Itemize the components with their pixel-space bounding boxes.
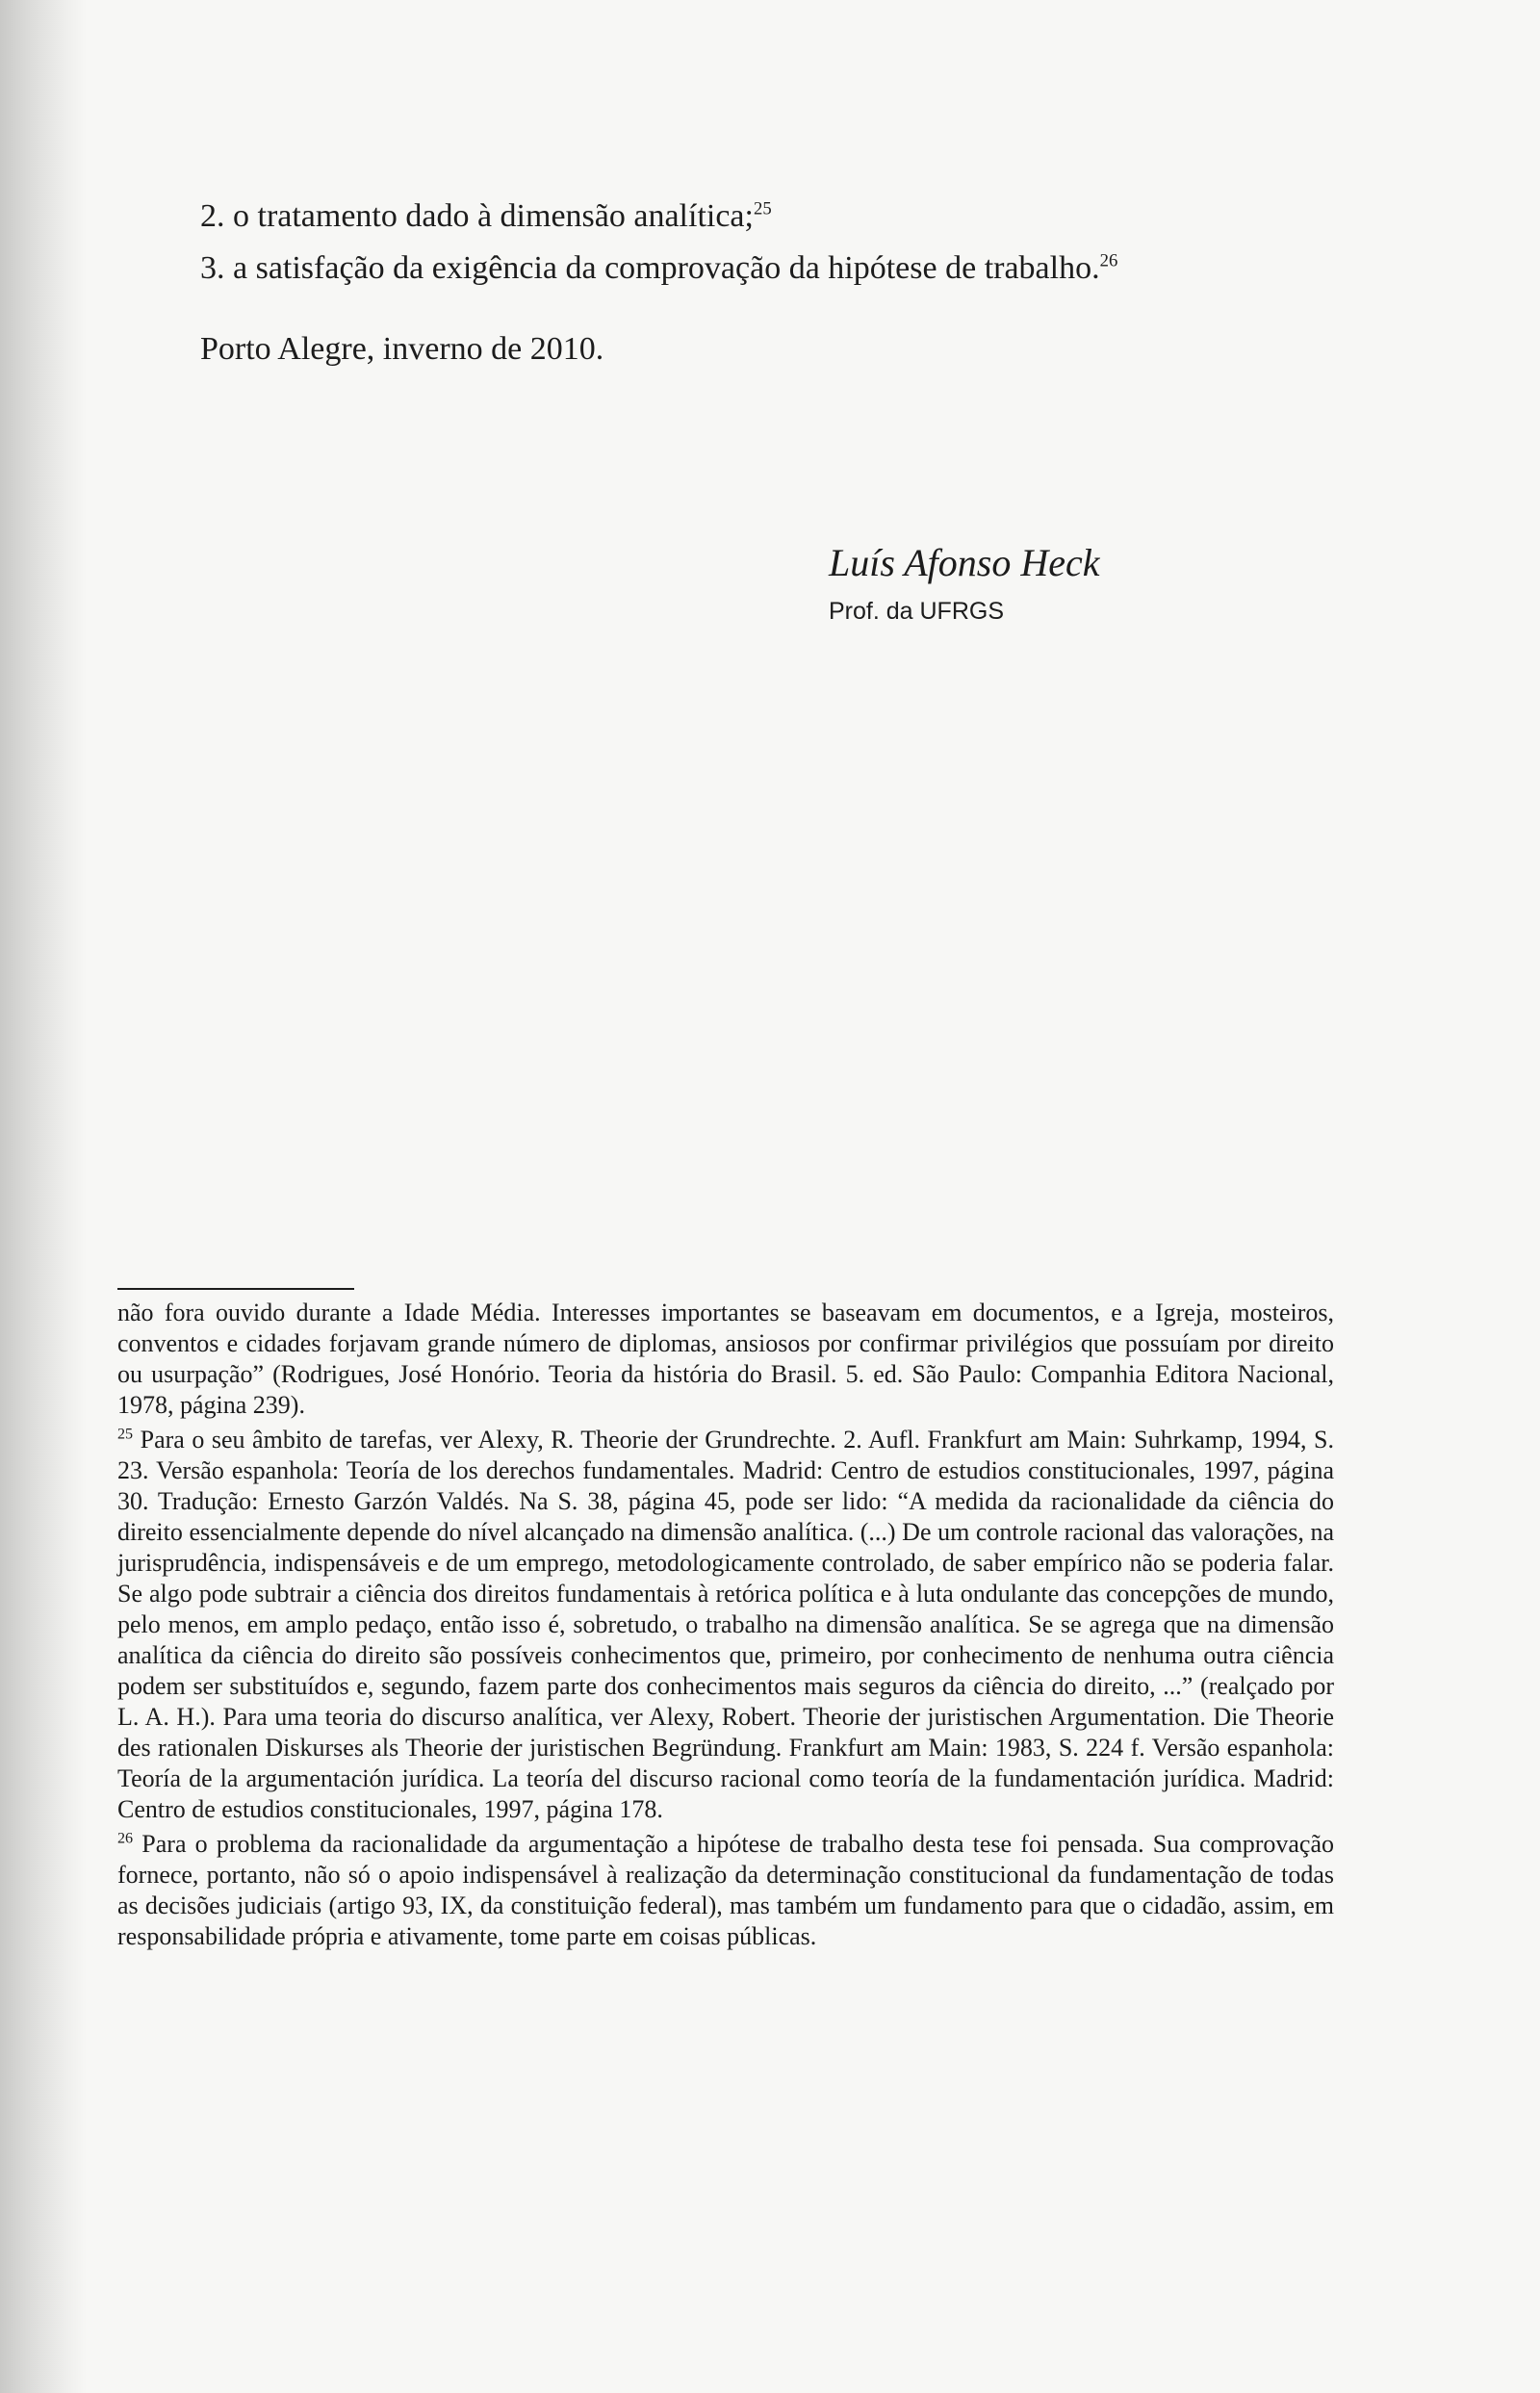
footnote-continuation: não fora ouvido durante a Idade Média. Interesses importantes se baseavam em documentos, e a Igreja, mosteiros, conventos e cidades forjavam grande número de diplomas, ansiosos por confirmar privilégios que possuíam por direito ou usurpação” (Rodrigues, José Honório. Teoria da história do Brasil. 5. ed. São Paulo: Companhia Editora Nacional, 1978, página 239). (117, 1299, 1334, 1419)
footnote-separator (117, 1288, 354, 1290)
numbered-list (200, 191, 1355, 295)
footnote-number: 25 (117, 1426, 134, 1443)
scan-edge-shadow (0, 0, 87, 2393)
footnotes-section (117, 1298, 1334, 1952)
place-and-date: Porto Alegre, inverno de 2010. (200, 331, 604, 367)
signature-block (829, 539, 1214, 628)
footnote-ref-26[interactable]: 26 (1099, 250, 1118, 271)
author-name: Luís Afonso Heck (829, 541, 1100, 584)
footnote-number: 26 (117, 1830, 134, 1847)
list-item (200, 191, 1355, 243)
footnote-25 (117, 1425, 1334, 1825)
footnote-26 (117, 1829, 1334, 1952)
list-item-text: 3. a satisfação da exigência da comprovação da hipótese de trabalho. (200, 250, 1100, 286)
author-title: Prof. da UFRGS (829, 598, 1004, 625)
footnote-text: Para o seu âmbito de tarefas, ver Alexy, R. Theorie der Grundrechte. 2. Aufl. Frankfurt am Main: Suhrkamp, 1994, S. 23. Versão espanhola: Teoría de los derechos fundamentales. Madrid: Centro de estudios constitucionales, 1997, página 30. Tradução: Ernesto Garzón Valdés. Na S. 38, página 45, pode ser lido: “A medida da racionalidade da ciência do direito essencialmente depende do nível alcançado na dimensão analítica. (...) De um controle racional das valorações, na jurisprudência, indispensáveis e de um emprego, metodologicamente controlado, de saber empírico não se poderia falar. Se algo pode subtrair a ciência dos direitos fundamentais à retórica política e à luta ondulante das concepções de mundo, pelo menos, em amplo pedaço, então isso é, sobretudo, o trabalho na dimensão analítica. Se se agrega que na dimensão analítica da ciência do direito são possíveis conhecimentos que, primeiro, por conhecimento de nenhuma outra ciência podem ser substituídos e, segundo, fazem parte dos conhecimentos mais seguros da ciência do direito, ...” (realçado por L. A. H.). Para uma teoria do discurso analítica, ver Alexy, Robert. Theorie der juristischen Argumentation. Die Theorie des rationalen Diskurses als Theorie der juristischen Begründung. Frankfurt am Main: 1983, S. 224 f. Versão espanhola: Teoría de la argumentación jurídica. La teoría del discurso racional como teoría de la fundamentación jurídica. Madrid: Centro de estudios constitucionales, 1997, página 178. (117, 1426, 1335, 1823)
list-item (200, 243, 1355, 295)
list-item-text: 2. o tratamento dado à dimensão analítica; (200, 198, 754, 234)
footnote-text: Para o problema da racionalidade da argumentação a hipótese de trabalho desta tese foi pensada. Sua comprovação fornece, portanto, não só o apoio indispensável à realização da determinação constitucional da fundamentação de todas as decisões judiciais (artigo 93, IX, da constituição federal), mas também um fundamento para que o cidadão, assim, em responsabilidade própria e ativamente, tome parte em coisas públicas. (117, 1830, 1334, 1950)
footnote-ref-25[interactable]: 25 (753, 198, 772, 219)
